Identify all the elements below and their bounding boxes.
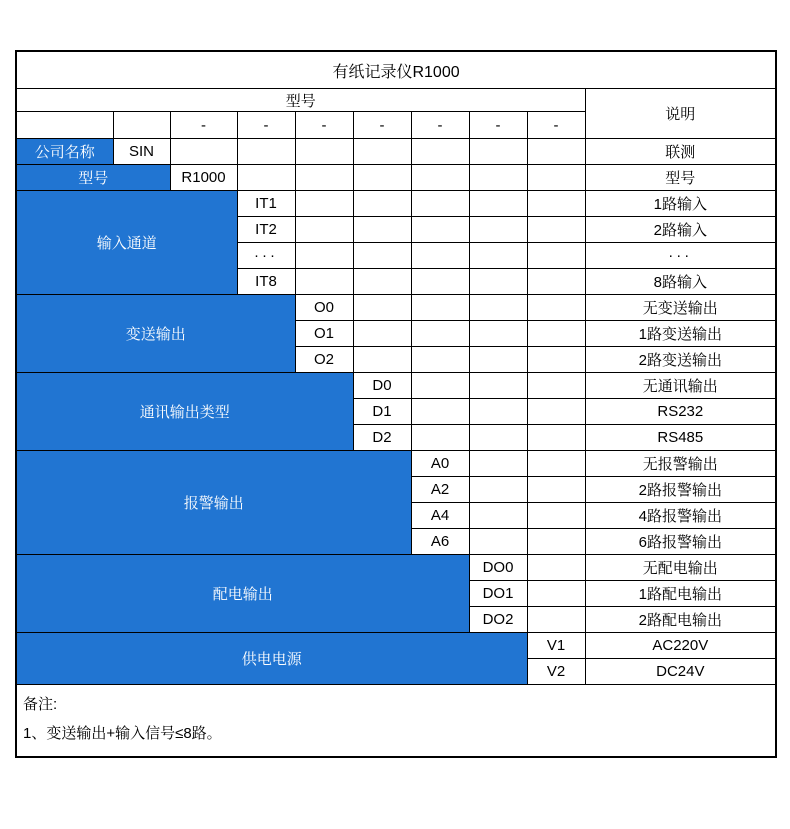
description-cell: 2路变送输出: [585, 347, 776, 373]
empty-cell: [16, 112, 113, 139]
code-cell: DO2: [469, 607, 527, 633]
code-cell: V1: [527, 633, 585, 659]
code-cell: A2: [411, 477, 469, 503]
empty-cell: [527, 581, 585, 607]
empty-cell: [527, 295, 585, 321]
empty-cell: [527, 217, 585, 243]
table-row: [16, 165, 776, 191]
code-cell: A0: [411, 451, 469, 477]
title-row: [16, 51, 776, 89]
code-cell: V2: [527, 659, 585, 685]
code-cell: D2: [353, 425, 411, 451]
table-row: [16, 139, 776, 165]
description-cell: 无变送输出: [585, 295, 776, 321]
empty-cell: [353, 165, 411, 191]
section-label: 公司名称: [16, 139, 113, 165]
empty-cell: [353, 269, 411, 295]
dash-cell: -: [170, 112, 237, 139]
empty-cell: [469, 451, 527, 477]
empty-cell: [411, 269, 469, 295]
description-cell: 2路输入: [585, 217, 776, 243]
note-item: 1、变送输出+输入信号≤8路。: [23, 725, 222, 742]
empty-cell: [527, 477, 585, 503]
description-cell: 1路输入: [585, 191, 776, 217]
empty-cell: [353, 191, 411, 217]
empty-cell: [527, 347, 585, 373]
empty-cell: [527, 451, 585, 477]
section-label: 通讯输出类型: [16, 373, 353, 451]
empty-cell: [527, 243, 585, 269]
empty-cell: [527, 269, 585, 295]
model-selection-table: [15, 50, 777, 758]
empty-cell: [170, 139, 237, 165]
empty-cell: [469, 529, 527, 555]
code-cell: O0: [295, 295, 353, 321]
empty-cell: [353, 347, 411, 373]
table-row: [16, 373, 776, 399]
empty-cell: [411, 191, 469, 217]
section-label: 配电输出: [16, 555, 469, 633]
empty-cell: [113, 112, 170, 139]
dash-cell: -: [353, 112, 411, 139]
empty-cell: [527, 425, 585, 451]
description-cell: 8路输入: [585, 269, 776, 295]
code-cell: SIN: [113, 139, 170, 165]
empty-cell: [295, 139, 353, 165]
empty-cell: [469, 269, 527, 295]
section-label: 供电电源: [16, 633, 527, 685]
code-cell: IT1: [237, 191, 295, 217]
empty-cell: [295, 165, 353, 191]
empty-cell: [469, 503, 527, 529]
dash-cell: -: [527, 112, 585, 139]
table-row: [16, 191, 776, 217]
table-title: 有纸记录仪R1000: [16, 51, 776, 89]
model-header: 型号: [16, 89, 585, 112]
empty-cell: [353, 243, 411, 269]
notes-heading: 备注:: [23, 696, 58, 713]
code-cell: D0: [353, 373, 411, 399]
empty-cell: [527, 191, 585, 217]
table-row: [16, 555, 776, 581]
empty-cell: [411, 139, 469, 165]
empty-cell: [527, 503, 585, 529]
empty-cell: [237, 165, 295, 191]
description-cell: AC220V: [585, 633, 776, 659]
description-cell: 无通讯输出: [585, 373, 776, 399]
table-row: [16, 633, 776, 659]
description-cell: 无报警输出: [585, 451, 776, 477]
notes-section: [16, 685, 776, 758]
empty-cell: [237, 139, 295, 165]
empty-cell: [469, 165, 527, 191]
code-cell: R1000: [170, 165, 237, 191]
description-cell: 2路报警输出: [585, 477, 776, 503]
empty-cell: [469, 373, 527, 399]
empty-cell: [295, 217, 353, 243]
empty-cell: [469, 477, 527, 503]
empty-cell: [527, 399, 585, 425]
empty-cell: [469, 243, 527, 269]
description-cell: RS485: [585, 425, 776, 451]
section-label: 变送输出: [16, 295, 295, 373]
code-cell: IT8: [237, 269, 295, 295]
code-cell: DO1: [469, 581, 527, 607]
header-row: [16, 89, 776, 112]
dash-cell: -: [237, 112, 295, 139]
empty-cell: [411, 295, 469, 321]
empty-cell: [469, 321, 527, 347]
empty-cell: [353, 321, 411, 347]
code-cell: DO0: [469, 555, 527, 581]
empty-cell: [411, 347, 469, 373]
empty-cell: [353, 217, 411, 243]
section-label: 型号: [16, 165, 170, 191]
section-label: 报警输出: [16, 451, 411, 555]
description-header: 说明: [585, 89, 776, 139]
empty-cell: [527, 555, 585, 581]
empty-cell: [527, 165, 585, 191]
description-cell: DC24V: [585, 659, 776, 685]
description-cell: 4路报警输出: [585, 503, 776, 529]
description-cell: 6路报警输出: [585, 529, 776, 555]
empty-cell: [411, 217, 469, 243]
empty-cell: [469, 399, 527, 425]
description-cell: 1路变送输出: [585, 321, 776, 347]
code-cell: ···: [237, 243, 295, 269]
empty-cell: [411, 373, 469, 399]
dash-cell: -: [411, 112, 469, 139]
code-cell: O1: [295, 321, 353, 347]
description-cell: 1路配电输出: [585, 581, 776, 607]
empty-cell: [469, 425, 527, 451]
description-cell: 联测: [585, 139, 776, 165]
table-row: [16, 295, 776, 321]
empty-cell: [295, 191, 353, 217]
empty-cell: [411, 243, 469, 269]
empty-cell: [353, 295, 411, 321]
empty-cell: [411, 165, 469, 191]
description-cell: RS232: [585, 399, 776, 425]
code-cell: A6: [411, 529, 469, 555]
empty-cell: [295, 243, 353, 269]
table-row: [16, 451, 776, 477]
code-cell: D1: [353, 399, 411, 425]
empty-cell: [527, 139, 585, 165]
dash-cell: -: [469, 112, 527, 139]
empty-cell: [469, 217, 527, 243]
dash-cell: -: [295, 112, 353, 139]
empty-cell: [411, 425, 469, 451]
empty-cell: [295, 269, 353, 295]
empty-cell: [527, 321, 585, 347]
empty-cell: [527, 607, 585, 633]
description-cell: 2路配电输出: [585, 607, 776, 633]
description-cell: 型号: [585, 165, 776, 191]
empty-cell: [469, 295, 527, 321]
description-cell: ···: [585, 243, 776, 269]
empty-cell: [469, 347, 527, 373]
empty-cell: [411, 321, 469, 347]
description-cell: 无配电输出: [585, 555, 776, 581]
code-cell: IT2: [237, 217, 295, 243]
notes-row: [16, 685, 776, 758]
code-cell: O2: [295, 347, 353, 373]
section-label: 输入通道: [16, 191, 237, 295]
empty-cell: [469, 191, 527, 217]
code-cell: A4: [411, 503, 469, 529]
empty-cell: [527, 529, 585, 555]
empty-cell: [353, 139, 411, 165]
empty-cell: [527, 373, 585, 399]
empty-cell: [469, 139, 527, 165]
empty-cell: [411, 399, 469, 425]
